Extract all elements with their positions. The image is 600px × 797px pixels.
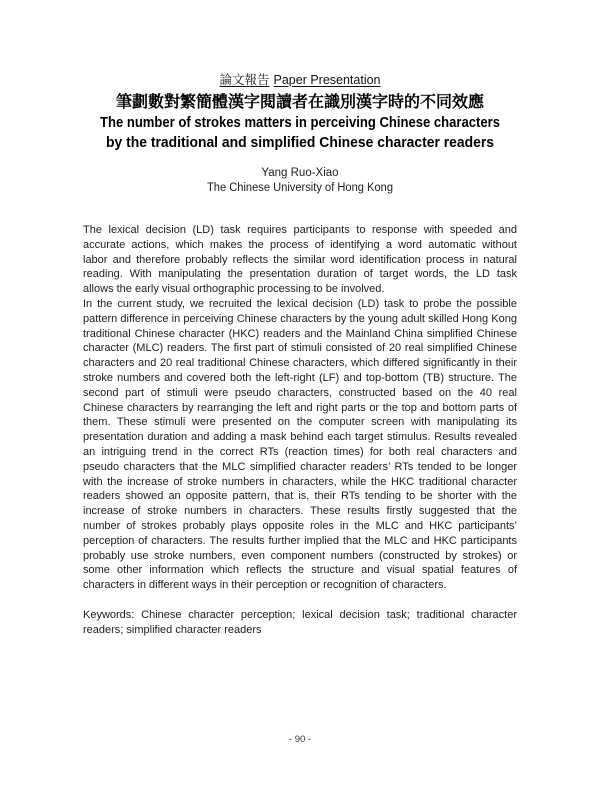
abstract-line bbox=[83, 386, 517, 401]
abstract-line-text: second part of stimuli were pseudo characters, constructed based on the 40 real bbox=[83, 386, 517, 399]
abstract-line-text: probably use stroke numbers, even component numbers (constructed by strokes) or bbox=[83, 549, 517, 562]
author-name bbox=[0, 165, 600, 181]
abstract-line-text: characters and 20 real traditional Chinese characters, which differed significantly in their bbox=[83, 357, 517, 370]
abstract-line-text: readers showed an opposite pattern, that is, their RTs tending to be shorter with the bbox=[83, 490, 517, 503]
abstract-line bbox=[83, 238, 517, 253]
abstract-line bbox=[83, 549, 517, 564]
abstract-line-text: some other information which reflects the structure and visual spatial features of bbox=[83, 564, 517, 577]
abstract-line-text: accurate actions, which makes the process of identifying a word automatic without bbox=[83, 238, 517, 251]
abstract bbox=[83, 223, 517, 637]
abstract-line-text: pattern difference in perceiving Chinese characters by the young adult skilled Hong Kong bbox=[83, 312, 517, 325]
abstract-line-text: The lexical decision (LD) task requires participants to response with speeded and bbox=[83, 224, 517, 236]
presentation-label bbox=[0, 72, 600, 89]
abstract-line bbox=[83, 460, 517, 475]
title-en-line bbox=[0, 133, 600, 153]
presentation-label-en: Paper Presentation bbox=[273, 73, 381, 87]
paragraph-gap bbox=[83, 593, 517, 608]
abstract-line bbox=[83, 519, 517, 534]
abstract-line-text: with the increase of stroke numbers in characters, while the HKC traditional character bbox=[83, 475, 517, 488]
abstract-line bbox=[83, 578, 517, 593]
keywords-line bbox=[83, 608, 517, 623]
abstract-line bbox=[83, 297, 517, 312]
abstract-line-text: an intriguing trend in the correct RTs (reaction times) for both real characters and bbox=[83, 445, 517, 458]
abstract-line bbox=[83, 371, 517, 386]
abstract-line-text: labor and therefore probably reflects the similar word identification process in natural bbox=[83, 253, 517, 266]
abstract-line bbox=[83, 534, 517, 549]
abstract-line-text: reading. With manipulating the presentation duration of target words, the LD task bbox=[83, 268, 517, 281]
keywords-line-text: Keywords: Chinese character perception; lexical decision task; traditional character bbox=[83, 608, 517, 621]
title-zh bbox=[0, 93, 600, 113]
abstract-line bbox=[83, 267, 517, 282]
abstract-line-text: stroke numbers and covered both the left-right (LF) and top-bottom (TB) structure. The bbox=[83, 371, 517, 384]
abstract-line-text: perception of characters. The results further implied that the MLC and HKC participants bbox=[83, 534, 517, 547]
page-number bbox=[0, 733, 600, 747]
abstract-line bbox=[83, 445, 517, 460]
title-en-line-text: by the traditional and simplified Chinese character readers bbox=[106, 135, 494, 151]
keywords-line-text: readers; simplified character readers bbox=[83, 623, 262, 636]
title-en-line bbox=[0, 113, 600, 133]
abstract-line-text: them. These stimuli were presented on the computer screen with manipulating its bbox=[83, 416, 517, 429]
abstract-line-text: increase of stroke numbers in characters. These results firstly suggested that the bbox=[83, 505, 517, 518]
title-zh-text: 筆劃數對繁簡體漢字閱讀者在識別漢字時的不同效應 bbox=[115, 94, 485, 111]
abstract-line bbox=[83, 489, 517, 504]
author-affiliation bbox=[0, 180, 600, 196]
abstract-line-text: presentation duration and adding a mask behind each target stimulus. Results revealed bbox=[83, 431, 517, 444]
author-affiliation-text: The Chinese University of Hong Kong bbox=[207, 182, 393, 194]
author-name-text: Yang Ruo-Xiao bbox=[261, 167, 339, 179]
abstract-paragraph bbox=[83, 297, 517, 593]
presentation-label-text bbox=[219, 72, 380, 89]
abstract-line bbox=[83, 327, 517, 342]
abstract-line bbox=[83, 341, 517, 356]
abstract-line bbox=[83, 312, 517, 327]
abstract-line bbox=[83, 282, 517, 297]
abstract-line-text: character (MLC) readers. The first part of stimuli consisted of 20 real simplified Chinese bbox=[83, 342, 517, 355]
abstract-line-text: number of strokes probably plays opposite roles in the MLC and HKC participants’ bbox=[83, 519, 517, 532]
abstract-line-text: Chinese characters by rearranging the left and right parts or the top and bottom parts of bbox=[83, 401, 517, 414]
abstract-line bbox=[83, 563, 517, 578]
abstract-line-text: traditional Chinese character (HKC) readers and the Mainland China simplified Chinese bbox=[83, 327, 517, 340]
abstract-line bbox=[83, 430, 517, 445]
abstract-line bbox=[83, 415, 517, 430]
abstract-line bbox=[83, 356, 517, 371]
abstract-line bbox=[83, 223, 517, 238]
presentation-label-zh: 論文報告 bbox=[219, 73, 270, 87]
abstract-paragraph bbox=[83, 223, 517, 297]
abstract-line bbox=[83, 401, 517, 416]
keywords bbox=[83, 608, 517, 638]
abstract-line-text: characters in different ways in their perception or recognition of characters. bbox=[83, 579, 447, 592]
abstract-line bbox=[83, 475, 517, 490]
abstract-line bbox=[83, 253, 517, 268]
abstract-line-text: allows the early visual orthographic processing to be involved. bbox=[83, 283, 385, 296]
abstract-line-text: In the current study, we recruited the lexical decision (LD) task to probe the possible bbox=[83, 297, 517, 310]
title-en-line-text: The number of strokes matters in perceiving Chinese characters bbox=[100, 115, 500, 131]
keywords-line bbox=[83, 623, 517, 638]
abstract-line bbox=[83, 504, 517, 519]
page-number-text: - 90 - bbox=[288, 734, 312, 745]
abstract-line-text: pseudo characters that the MLC simplified character readers’ RTs tended to be longer bbox=[83, 460, 517, 473]
